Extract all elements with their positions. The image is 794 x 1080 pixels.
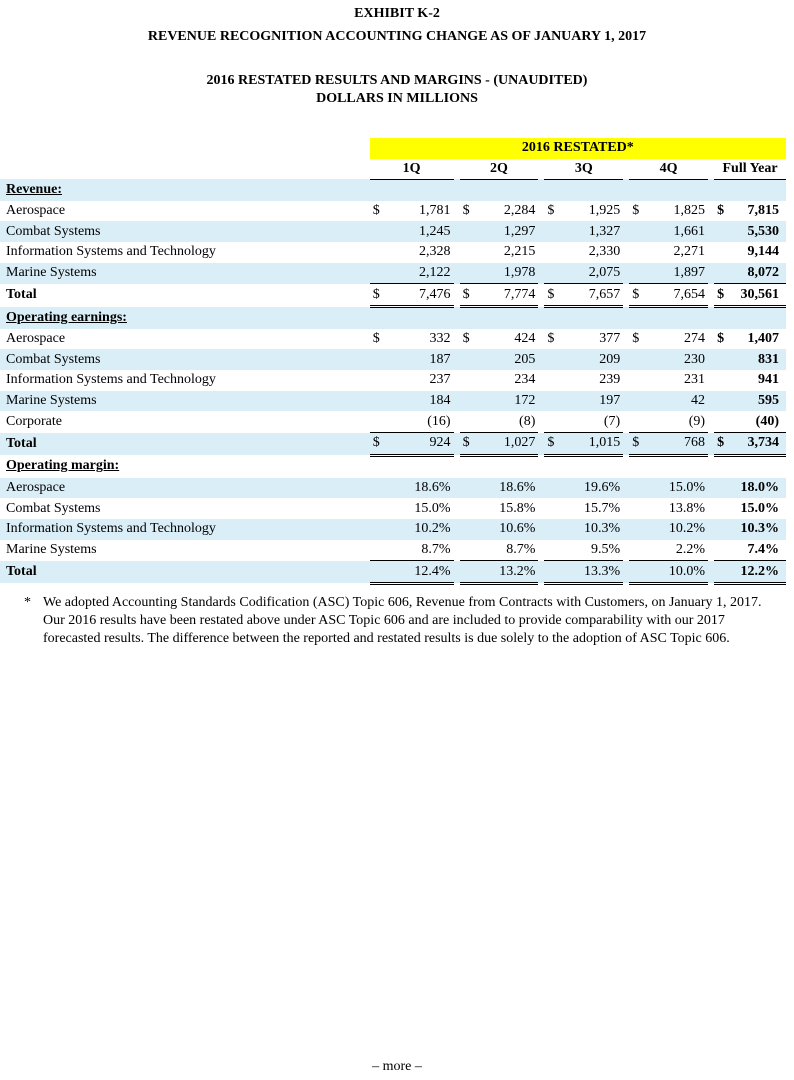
table-row [0,263,786,284]
dollar-spacer [544,349,561,370]
dollar-spacer [629,349,646,370]
dollar-spacer [460,242,477,263]
cell-q2: 8.7% [506,541,536,557]
dollar-spacer [544,411,561,432]
total-row [0,284,786,307]
dollar-spacer [460,349,477,370]
row-label: Total [0,433,370,456]
cell-full-year: 5,530 [732,221,786,242]
row-label: Information Systems and Technology [6,372,216,388]
cell-q1: 1,245 [387,221,454,242]
row-label: Combat Systems [0,349,370,370]
dollar-spacer [714,221,732,242]
cell-q4: 13.8% [668,500,706,516]
dollar-sign: $ [460,284,477,307]
dollar-spacer [714,519,732,540]
row-label: Marine Systems [0,391,370,412]
dollar-spacer [370,519,387,540]
cell-q3: (7) [562,411,624,432]
cell-q4: 274 [684,331,706,347]
dollar-spacer [629,478,646,499]
cell-q4: 10.2% [646,519,708,540]
table-row [0,411,786,432]
dollar-spacer [544,391,561,412]
cell-q3: 19.6% [562,478,624,499]
footnote-mark: * [24,595,31,610]
cell-q2: 15.8% [499,500,536,516]
cell-q4: 230 [646,349,708,370]
dollar-spacer [370,478,387,499]
dollar-spacer [544,519,561,540]
dollar-spacer [460,370,477,391]
cell-q1: 18.6% [387,478,454,499]
dollar-spacer [629,561,646,584]
cell-full-year: (40) [732,411,786,432]
dollar-spacer [460,498,477,519]
cell-q3: 1,925 [588,202,621,218]
cell-q4: 1,897 [646,263,708,284]
dollar-spacer [629,519,646,540]
dollar-sign: $ [629,284,646,307]
table-row [0,370,786,391]
cell-q1: 10.2% [387,519,454,540]
cell-q3: 209 [562,349,624,370]
dollar-spacer [370,411,387,432]
cell-q4: 42 [646,391,708,412]
row-label: Information Systems and Technology [6,244,216,260]
cell-q2: 172 [477,391,539,412]
exhibit-label: EXHIBIT K-2 [354,6,440,21]
cell-q4: 2.2% [675,541,706,557]
cell-q1: 15.0% [414,500,451,516]
dollar-spacer [460,391,477,412]
cell-q4: 1,661 [646,221,708,242]
cell-q3: 197 [562,391,624,412]
cell-q1: 924 [387,433,454,456]
cell-full-year: 1,407 [747,331,779,347]
row-label: Marine Systems [6,542,97,558]
cell-full-year: 7,815 [747,202,779,218]
dollar-spacer [629,221,646,242]
total-row [0,561,786,584]
cell-q3: 10.3% [562,519,624,540]
cell-q4: 10.0% [646,561,708,584]
dollar-sign: $ [717,202,725,218]
dollar-spacer [460,540,477,561]
row-label: Aerospace [0,478,370,499]
cell-q2: 1,978 [477,263,539,284]
dollar-spacer [370,498,387,519]
dollar-spacer [460,221,477,242]
dollar-spacer [629,540,646,561]
table-row [0,391,786,412]
table-row [0,242,786,263]
section-heading-row [0,307,786,329]
cell-full-year: 941 [758,372,779,388]
dollar-sign: $ [370,284,387,307]
row-label: Total [6,287,37,303]
cell-full-year: 30,561 [732,284,786,307]
cell-q3: 9.5% [591,541,621,557]
dollar-spacer [460,478,477,499]
dollar-spacer [370,349,387,370]
column-header-2q: 2Q [460,159,539,180]
dollar-spacer [629,263,646,284]
total-row [0,433,786,456]
dollar-sign: $ [460,433,477,456]
dollar-spacer [544,242,561,263]
table-row [0,349,786,370]
dollar-spacer [544,263,561,284]
year-header-row [0,138,786,159]
cell-q3: 239 [599,372,621,388]
section-heading-row [0,179,786,200]
dollar-spacer [544,370,561,391]
cell-full-year: 7.4% [747,541,779,557]
dollar-sign: $ [717,331,725,347]
dollar-sign: $ [547,202,555,218]
cell-q2: 2,215 [503,244,536,260]
cell-q4: (9) [646,411,708,432]
cell-q1: 332 [429,331,451,347]
footnote-text: We adopted Accounting Standards Codification (ASC) Topic 606, Revenue from Contracts with Customers, on January 1, 2017. Our 2016 results have been restated above under ASC Topic 606 and are included to provide comparability with our 2017 forecasted results. The difference between the reported and restated results is due solely to the adoption of ASC Topic 606. [43,595,762,646]
column-header-full-year: Full Year [714,159,786,180]
dollar-spacer [370,263,387,284]
cell-q3: 15.7% [584,500,621,516]
cell-q4: 7,654 [646,284,708,307]
dollar-sign: $ [547,331,555,347]
row-label: Marine Systems [0,263,370,284]
cell-full-year: 8,072 [732,263,786,284]
row-label: Combat Systems [0,221,370,242]
continuation-marker: – more – [372,1059,422,1074]
row-label: Aerospace [6,331,66,347]
cell-full-year: 15.0% [740,500,779,516]
cell-q2: 1,297 [477,221,539,242]
cell-q2: 7,774 [477,284,539,307]
cell-q4: 231 [684,372,706,388]
row-label: Total [0,561,370,584]
dollar-spacer [544,221,561,242]
dollar-spacer [370,540,387,561]
section-heading: Revenue: [0,179,370,200]
cell-full-year: 12.2% [732,561,786,584]
dollar-sign: $ [370,433,387,456]
table-row [0,540,786,561]
cell-q2: 234 [514,372,536,388]
row-label: Corporate [6,414,62,430]
dollar-spacer [629,498,646,519]
cell-q4: 2,271 [673,244,706,260]
cell-q3: 2,330 [588,244,621,260]
dollar-spacer [370,561,387,584]
cell-q2: 10.6% [477,519,539,540]
cell-q1: 1,781 [419,202,451,218]
cell-q3: 377 [599,331,621,347]
dollar-sign: $ [462,331,470,347]
cell-q1: 8.7% [421,541,451,557]
dollar-spacer [544,540,561,561]
column-header-1q: 1Q [370,159,454,180]
cell-q1: 12.4% [387,561,454,584]
dollar-spacer [714,370,732,391]
cell-full-year: 18.0% [732,478,786,499]
table-subtitle: 2016 RESTATED RESULTS AND MARGINS - (UNAUDITED) [206,73,588,88]
cell-q2: 18.6% [477,478,539,499]
cell-q1: (16) [387,411,454,432]
dollar-spacer [714,561,732,584]
dollar-spacer [714,540,732,561]
cell-q1: 237 [429,372,451,388]
dollar-sign: $ [714,284,732,307]
dollar-spacer [714,411,732,432]
cell-q3: 2,075 [562,263,624,284]
cell-q1: 2,328 [419,244,451,260]
dollar-spacer [544,478,561,499]
footnote [24,594,779,648]
dollar-spacer [460,519,477,540]
cell-q4: 1,825 [673,202,706,218]
column-header-3q: 3Q [544,159,623,180]
cell-full-year: 10.3% [732,519,786,540]
cell-q2: 205 [477,349,539,370]
restated-results-table [0,138,786,585]
cell-q3: 7,657 [562,284,624,307]
row-label: Aerospace [6,202,66,218]
dollar-sign: $ [629,433,646,456]
dollar-spacer [460,411,477,432]
financial-table-container [0,138,786,585]
cell-q3: 1,327 [562,221,624,242]
dollar-sign: $ [714,433,732,456]
cell-q1: 187 [387,349,454,370]
cell-q2: 424 [514,331,536,347]
dollar-spacer [714,242,732,263]
dollar-sign: $ [372,331,380,347]
dollar-sign: $ [544,433,561,456]
dollar-spacer [629,391,646,412]
row-label: Combat Systems [6,500,101,516]
cell-full-year: 831 [732,349,786,370]
dollar-spacer [370,370,387,391]
dollar-spacer [544,498,561,519]
dollar-spacer [714,349,732,370]
cell-q4: 768 [646,433,708,456]
cell-q2: 1,027 [477,433,539,456]
dollar-spacer [544,561,561,584]
dollar-spacer [370,242,387,263]
section-heading-row [0,455,786,477]
dollar-sign: $ [632,202,640,218]
restated-year-header: 2016 RESTATED* [370,138,786,159]
cell-full-year: 3,734 [732,433,786,456]
dollar-sign: $ [462,202,470,218]
cell-q2: 13.2% [477,561,539,584]
cell-q1: 7,476 [387,284,454,307]
table-row [0,201,786,222]
dollar-spacer [714,391,732,412]
dollar-spacer [629,370,646,391]
table-row [0,329,786,350]
cell-q2: (8) [477,411,539,432]
table-row [0,498,786,519]
dollar-spacer [370,391,387,412]
table-row [0,519,786,540]
cell-q1: 2,122 [387,263,454,284]
dollar-spacer [714,498,732,519]
column-header-row [0,159,786,180]
cell-q4: 15.0% [646,478,708,499]
dollar-spacer [714,478,732,499]
dollar-spacer [370,221,387,242]
dollar-spacer [629,242,646,263]
row-label: Information Systems and Technology [0,519,370,540]
document-title: REVENUE RECOGNITION ACCOUNTING CHANGE AS OF JANUARY 1, 2017 [147,29,647,44]
column-header-4q: 4Q [629,159,708,180]
table-row [0,221,786,242]
dollar-spacer [460,561,477,584]
section-heading: Operating earnings: [0,307,370,329]
table-row [0,478,786,499]
cell-full-year: 9,144 [747,244,779,260]
dollar-spacer [460,263,477,284]
dollar-sign: $ [544,284,561,307]
cell-q3: 13.3% [562,561,624,584]
cell-q2: 2,284 [503,202,536,218]
cell-q1: 184 [387,391,454,412]
dollar-sign: $ [372,202,380,218]
cell-q3: 1,015 [562,433,624,456]
cell-full-year: 595 [732,391,786,412]
units-label: DOLLARS IN MILLIONS [316,91,478,106]
section-heading: Operating margin: [6,458,120,474]
dollar-spacer [714,263,732,284]
dollar-sign: $ [632,331,640,347]
dollar-spacer [629,411,646,432]
